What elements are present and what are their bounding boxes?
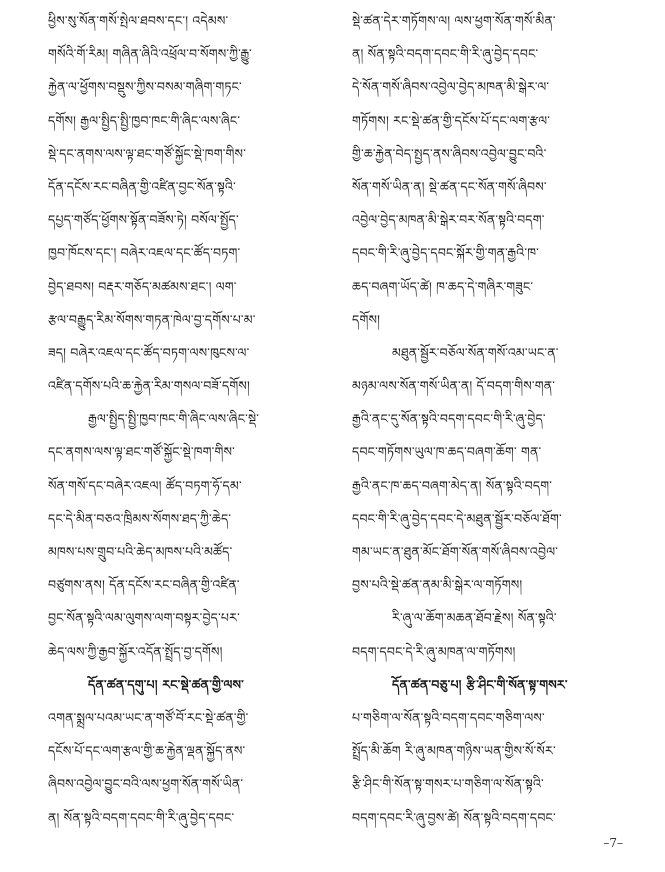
text-line: སྡེ་དང་ནགས་ལས་ལྟ་ཐང་གཙོ་སྐྱོང་སྡེ་ཁག་གིས་ (48, 145, 247, 161)
text-line: ན། སོན་སྟའི་བདག་དབང་གི་རི་ཞུ་བྱེད་དབང་ (48, 809, 235, 825)
text-line: ཞིབས་འབྱེལ་བྱུང་བའི་ལས་ཕྱག་སོན་གསོ་ཡིན་ (48, 776, 244, 792)
left-column (48, 4, 316, 834)
text-line: མཉམ་ལས་སོན་གསོ་ཡིན་ན། དོ་བདག་གིས་གན་ (352, 378, 556, 394)
text-line: རྒྱལ་སྤྱིད་སྤྱི་ཁྱབ་ཁང་གི་ཞིང་ལས་ཞིང་སྡེ་ (88, 411, 260, 427)
text-line: རྒྱའི་ནང་དུ་སོན་སྟའི་བདག་དབང་གི་རི་ཞུ་བྱེད་ (352, 411, 546, 427)
text-line: བྱེད་ཐབས། བརྡར་གཅོད་མཚམས་ཐང་། ལག་ (48, 278, 237, 294)
text-line: རི་ཞུ་ལ་ཆོག་མཆན་ཐོབ་རྗེས། སོན་སྟའི་ (392, 610, 557, 626)
text-line: འཛིན་དགོས་པའི་ཆ་རྐྱེན་རིམ་གསལ་བཟོ་དགོས། (48, 378, 250, 394)
text-line: བྱས་པའི་སྡེ་ཚན་ནམ་མི་སྒེར་ལ་གཏོགས། (352, 577, 523, 593)
text-line: རྒྱའི་ནང་ཁ་ཆད་བཞག་མེད་ན། སོན་སྟའི་བདག་ (352, 477, 553, 493)
page-number: –7– (603, 836, 623, 850)
text-line: གྱི་ཆ་རྐྱེན་བེད་སྤྱད་ནས་ཞིབས་འབྱེལ་བྱུང་བའི་ (352, 145, 547, 161)
text-line: འབྱེལ་བྱེད་མཁན་མི་སྒེར་བར་སོན་སྟའི་བདག་ (352, 212, 545, 228)
text-line: ཟད། བཞེར་འཇལ་དང་ཚོད་བཏག་ལས་ཁུངས་ལ་ (48, 344, 250, 360)
text-line: གམ་ཡང་ན་ཐུན་མོང་ཐོག་སོན་གསོ་ཞིབས་འབྱེལ་ (352, 544, 559, 559)
section-heading-line: དོན་ཚན་དགུ་པ། རང་སྡེ་ཚན་གྱི་ལས་ (88, 676, 244, 692)
text-line: དབང་གི་རི་ཞུ་བྱེད་དབང་སྐོར་གྱི་གན་རྒྱའི་ཁ་ (352, 245, 539, 261)
text-line: དབང་གཏོགས་ཡུལ་ཁ་ཆད་བཞག་ཆོག་ གན་ (352, 444, 542, 460)
text-line: དངོས་པོ་དང་ལག་རྩལ་གྱི་ཆ་རྐྱེན་ལྡན་སྐྱོད་ནས་ (48, 743, 246, 759)
text-line: གསོའི་གོ་རིམ། གཞིན་ཞིའི་འཕྲོལ་བ་སོགས་ཀྱི་རྒྱུ་ (48, 46, 252, 62)
text-line: མཐུན་སྦྱོར་བཅོལ་སོན་གསོ་འམ་ཡང་ན་ (392, 344, 559, 360)
text-line: དོན་དངོས་རང་བཞིན་གྱི་འཛིན་བྱང་སོན་སྟའི་ (48, 178, 236, 194)
text-line: བྱང་སོན་སྟའི་ལམ་ལུགས་ལག་བསྟར་བྱེད་པར་ (48, 610, 240, 626)
text-line: འགན་སྨྲལ་པའམ་ཡང་ན་གཙོ་བོ་རང་སྡེ་ཚན་གྱི་ (48, 709, 249, 725)
text-line: དགོས། (352, 311, 381, 327)
text-line: རྩི་ཤིང་གི་སོན་སྟ་གསར་པ་གཅིག་ལ་སོན་སྟའི་ (352, 776, 544, 792)
text-line: དེ་སོན་གསོ་ཞིབས་འབྱེལ་བྱེད་མཁན་མི་སྒེར་ལ་ (352, 79, 550, 95)
section-heading-line: དོན་ཚན་བཅུ་པ། རྩི་ཤིང་གི་སོན་སྟ་གསར་ (392, 676, 568, 692)
text-line: རྐྱེན་ལ་ཕྱོགས་བསྡུས་ཀྱིས་བསམ་གཞིག་གཏང་ (48, 79, 242, 95)
text-line: དཔྱད་གཙོད་ཕྱོགས་སྟོན་བཟོས་ཏེ། བསོལ་སྤྱོད་ (48, 212, 239, 228)
text-line: རྩལ་བརྒྱུད་རིམ་སོགས་གཏན་ཁེལ་བྱ་དགོས་པ་མ་ (48, 311, 256, 327)
text-line: དང་དེ་མིན་བཅའ་ཁྲིམས་སོགས་ཐད་ཀྱི་ཆེད་ (48, 510, 232, 526)
text-line: ཆད་བཞག་ཡོད་ཚེ། ཁ་ཆད་དེ་གཞིར་གཟུང་ (352, 278, 534, 294)
text-line: དགོས། རྒྱལ་སྤྱིད་སྤྱི་ཁྱབ་ཁང་གི་ཞིང་ལས་ཞིང་ (48, 112, 241, 128)
text-line: དབང་གི་རི་ཞུ་བྱེད་དབང་དེ་མཐུན་སྦྱོར་བཅོལ་ཐོག་ (352, 510, 562, 526)
text-line: མཁས་པས་གྲུབ་པའི་ཆེད་མཁས་པའི་མཚོད་ (48, 544, 233, 559)
text-line: བདག་དབང་དེ་རི་ཞུ་མཁན་ལ་གཏོགས། (352, 643, 516, 659)
text-line: སོན་གསོ་དང་བཞེར་འཇལ། ཚོད་བཏག་ཧོ་དམ་ (48, 477, 242, 493)
text-line: ཁྱབ་ཁོངས་དང་། བཞེར་འཇལ་དང་ཚོད་བཏག་ (48, 245, 241, 261)
text-line: ན། སོན་སྟའི་བདག་དབང་གི་རི་ཞུ་བྱེད་དབང་ (352, 46, 539, 62)
text-line: དང་ནགས་ལས་ལྟ་ཐང་གཙོ་སྐྱོང་སྡེ་ཁག་གིས་ (48, 444, 235, 460)
text-line: ཕྱིས་སུ་སོན་གསོ་སྤེལ་ཐབས་དང་། འདེམས་ (48, 13, 229, 28)
text-line: པ་གཅིག་ལ་སོན་སྟའི་བདག་དབང་གཅིག་ལས་ (352, 709, 545, 725)
right-column (352, 4, 624, 834)
text-line: སྤྲོད་མི་ཆོག རི་ཞུ་མཁན་གཉིས་ཡན་གྱིས་སོ་སོར་ (352, 743, 556, 759)
text-line: ཆེད་ལས་ཀྱི་རྒྱབ་སྐྱོར་འདོན་སྤྲོད་བྱ་དགོས། (48, 643, 223, 659)
text-line: སོན་གསོ་ཡིན་ན། སྡེ་ཚན་དང་སོན་གསོ་ཞིབས་ (352, 178, 547, 194)
text-line: སྡེ་ཚན་དེར་གཏོགས་ལ། ལས་ཕྱག་སོན་གསོ་མིན་ (352, 13, 556, 28)
text-line: བཙུགས་ནས། དོན་དངོས་རང་བཞིན་གྱི་འཛིན་ (48, 577, 240, 593)
text-line: གཏོགས། རང་སྡེ་ཚན་གྱི་དངོས་པོ་དང་ལག་རྩལ་ (352, 112, 551, 128)
text-line: བདག་དབང་རི་ཞུ་བྱས་ཚེ། སོན་སྟའི་བདག་དབང་ (352, 809, 556, 825)
